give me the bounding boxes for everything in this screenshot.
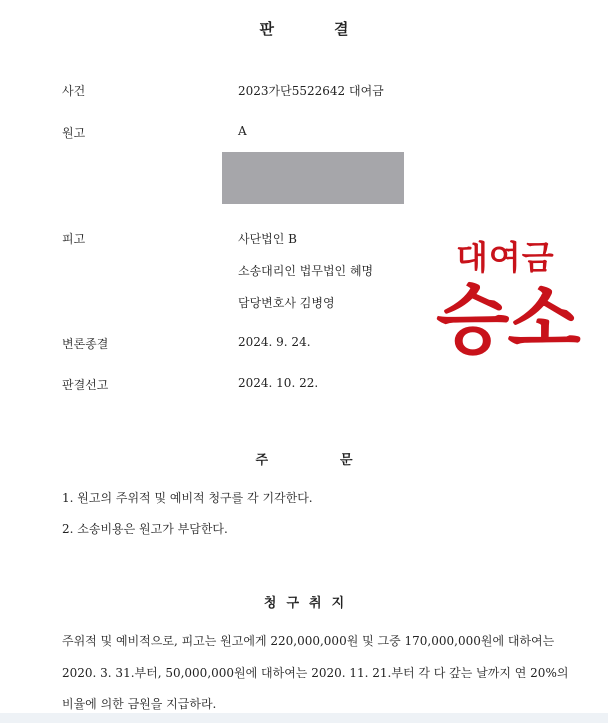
jumun-char-2: 문	[340, 453, 353, 468]
ruling-label: 판결선고	[62, 378, 109, 392]
bottom-bar	[0, 713, 608, 723]
cheonggu-char-2: 구	[286, 596, 299, 611]
title-char-1: 판	[259, 20, 274, 38]
cheonggu-line-2: 2020. 3. 31.부터, 50,000,000원에 대하여는 2020. 11. 21.부터 각 다 갚는 날까지 연 20%의	[62, 666, 569, 680]
closing-label: 변론종결	[62, 337, 109, 351]
closing-value: 2024. 9. 24.	[238, 335, 311, 349]
plaintiff-value: A	[238, 124, 247, 138]
case-label: 사건	[62, 84, 86, 98]
cheonggu-char-1: 청	[263, 596, 277, 611]
jumun-char-1: 주	[255, 453, 268, 468]
case-value: 2023가단5522642 대여금	[238, 84, 384, 98]
cheonggu-heading	[0, 592, 608, 611]
plaintiff-label: 원고	[62, 126, 86, 140]
agent-value: 소송대리인 법무법인 혜명	[238, 264, 374, 278]
lawyer-value: 담당변호사 김병영	[238, 296, 335, 310]
cheonggu-char-4: 지	[331, 596, 345, 611]
redaction-block	[222, 152, 404, 204]
stamp-subtitle: 대여금	[456, 238, 555, 277]
ruling-value: 2024. 10. 22.	[238, 376, 319, 390]
title-char-2: 결	[334, 20, 349, 38]
cheonggu-line-3: 비율에 의한 금원을 지급하라.	[62, 697, 217, 711]
defendant-label: 피고	[62, 232, 86, 246]
document-title	[0, 18, 608, 39]
stamp-main: 승소	[436, 275, 579, 364]
jumun-item-1: 1. 원고의 주위적 및 예비적 청구를 각 기각한다.	[62, 491, 313, 505]
jumun-heading	[0, 449, 608, 468]
defendant-value: 사단법인 B	[238, 232, 298, 246]
cheonggu-line-1: 주위적 및 예비적으로, 피고는 원고에게 220,000,000원 및 그중 170,000,000원에 대하여는	[62, 634, 555, 648]
jumun-item-2: 2. 소송비용은 원고가 부담한다.	[62, 522, 228, 536]
cheonggu-char-3: 취	[309, 596, 322, 611]
